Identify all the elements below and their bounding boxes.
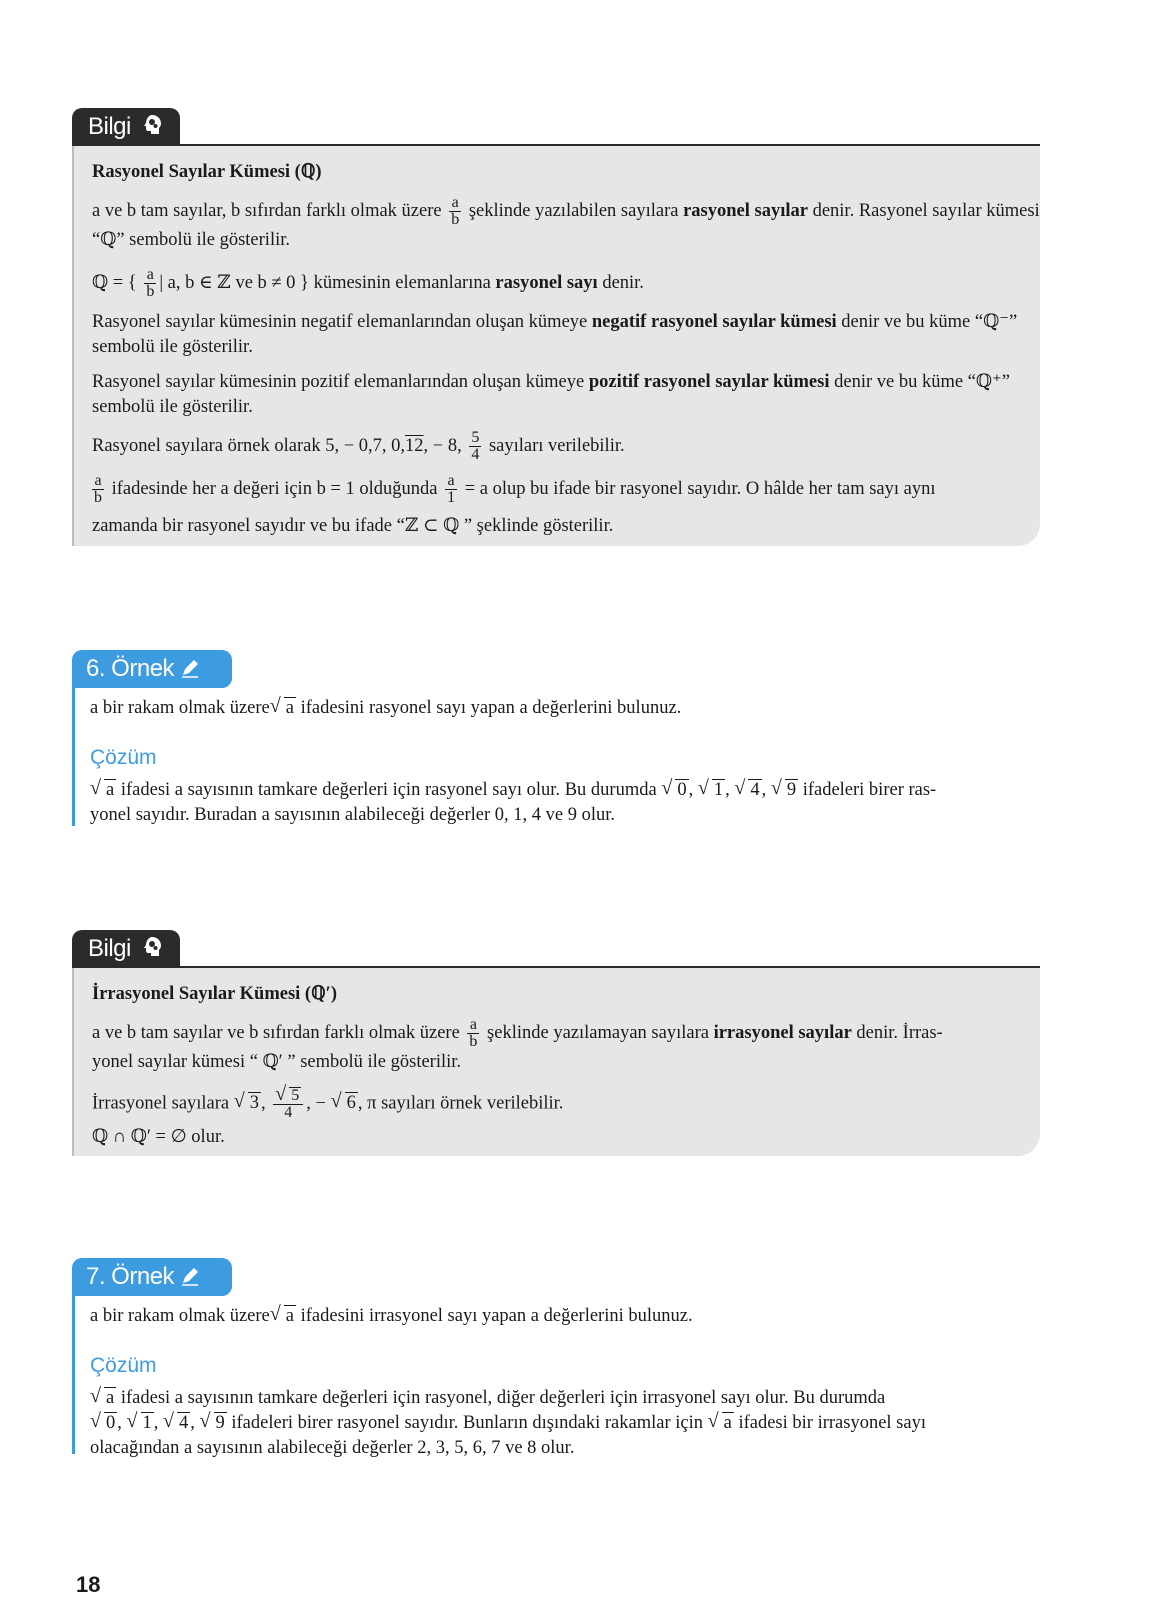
sqrt-9: √ 9 xyxy=(785,779,798,800)
example-rule xyxy=(72,1294,75,1454)
fraction-a-b: $\frac{a}{b}$ xyxy=(469,1016,478,1050)
info-body: İrrasyonel Sayılar Kümesi (ℚ′) a ve b tam sayılar ve b sıfırdan farklı olmak üzere $\frac{a}{b}$ şeklinde yazılamayan sayılara irrasyonel sayılar denir. İrras- yonel sayılar kümesi “ ℚ′ ” sembolü ile gösterilir. İrrasyonel sayılara √ 3 , √ $\frac{5}{4}$ , − √ 6 , π sayıları örnek verilebilir. ℚ ∩ ℚ′ = ∅ olur. xyxy=(72,968,1040,1156)
text: a ve b tam sayılar ve b sıfırdan farklı olmak üzere xyxy=(92,1022,460,1043)
fraction-5-4: $\frac{5}{4}$ xyxy=(471,429,480,463)
text: denir ve bu küme “ℚ⁻” sembolü ile gösterilir. xyxy=(92,312,1018,357)
text: Rasyonel sayılar kümesinin negatif elemanlarından oluşan kümeye xyxy=(92,312,588,332)
sqrt-3: √ 3 xyxy=(248,1092,261,1113)
page-number: 18 xyxy=(76,1572,101,1597)
repeating-decimal: 12 xyxy=(405,435,424,456)
info-body: Rasyonel Sayılar Kümesi (ℚ) a ve b tam sayılar, b sıfırdan farklı olmak üzere $\frac{a}{b}$ şeklinde yazılabilen sayılara rasyonel sayılar denir. Rasyonel sayılar kümesi “ℚ” sembolü ile gösterilir. ℚ = { $\frac{a}{b}$ | a, b ∈ ℤ ve b ≠ 0 } kümesinin elemanlarına rasyonel sayı denir. Rasyonel sayılar kümesinin negatif elemanlarından oluşan kümeye negatif rasyonel sayılar kümesi denir ve bu küme “ℚ⁻” sembolü ile gösterilir. Rasyonel sayılar kümesinin pozitif elemanlarından oluşan kümeye pozitif rasyonel sayılar kümesi denir ve bu küme “ℚ⁺” sembolü ile gösterilir. Rasyonel sayılara örnek olarak 5, − 0,7, 0,12, − 8, $\frac{5}{4}$ sayıları verilebilir. $\frac{a}{b}$ ifadesinde her a değeri için b = 1 olduğunda $\frac{a}{1}$ = a olup bu ifade bir rasyonel sayıdır. O hâlde her tam sayı aynı zamanda bir rasyonel sayıdır ve bu ifade “ℤ ⊂ ℚ ” şeklinde gösterilir. xyxy=(72,146,1040,546)
text: a bir rakam olmak üzere xyxy=(90,1306,270,1326)
sqrt-6: √ 6 xyxy=(345,1092,358,1113)
info-tab: Bilgi xyxy=(72,930,180,968)
text: sayıları örnek verilebilir. xyxy=(381,1093,564,1114)
fraction-a-1: $\frac{a}{1}$ xyxy=(447,472,456,506)
text: şeklinde yazılabilen sayılara xyxy=(468,200,679,221)
example-tab: 6. Örnek xyxy=(72,650,232,688)
head-gears-icon xyxy=(141,936,163,958)
text: denir. Rasyonel sayılar kümesi “ℚ” sembolü ile gösterilir. xyxy=(92,200,1040,250)
fraction-a-b: $\frac{a}{b}$ xyxy=(451,194,460,228)
sqrt-9: √ 9 xyxy=(214,1412,227,1433)
solution-text: √ a ifadesi a sayısının tamkare değerleri için rasyonel, diğer değerleri için irrasyonel sayı olur. Bu durumda √ 0 , √ 1 , √ 4 , √ 9 ifadeleri birer rasyonel sayıdır. Bunların dışındaki rakamlar için √ a ifadesi bir irrasyonel sayı olacağından a sayısının alabileceği değerler 2, 3, 5, 6, 7 ve 8 olur. xyxy=(90,1386,1030,1461)
sqrt-a: √ a xyxy=(284,697,296,718)
pencil-icon xyxy=(180,658,200,678)
text: ifadesi a sayısının tamkare değerleri için rasyonel, diğer değerleri için irrasyonel sayı olur. Bu durumda xyxy=(120,1388,886,1408)
sqrt-4: √ 4 xyxy=(748,779,761,800)
info-title: İrrasyonel Sayılar Kümesi (ℚ′) xyxy=(92,984,338,1004)
text: = a olup bu ifade bir rasyonel sayıdır. O hâlde her tam sayı aynı xyxy=(464,478,936,499)
text: ifadesinde her a değeri için b = 1 olduğunda xyxy=(111,478,438,499)
solution-heading: Çözüm xyxy=(90,746,157,769)
question-text xyxy=(90,1304,1030,1329)
info-tab: Bilgi xyxy=(72,108,180,146)
text: ifadesi a sayısının tamkare değerleri için rasyonel sayı olur. Bu durumda xyxy=(120,780,657,800)
text: , − 8, xyxy=(423,435,462,456)
fraction-sqrt5-4: √ $\frac{5}{4}$ xyxy=(273,1087,303,1121)
sqrt-0: √ 0 xyxy=(104,1412,117,1433)
text: yonel sayıdır. Buradan a sayısının alabileceği değerler 0, 1, 4 ve 9 olur. xyxy=(90,805,616,825)
question-text xyxy=(90,696,1030,721)
text: ifadesi bir irrasyonel sayı xyxy=(738,1413,926,1433)
info-title: Rasyonel Sayılar Kümesi (ℚ) xyxy=(92,162,322,182)
sqrt-0: √ 0 xyxy=(675,779,688,800)
text: olacağından a sayısının alabileceği değerler 2, 3, 5, 6, 7 ve 8 olur. xyxy=(90,1438,575,1458)
text: kümesinin elemanlarına xyxy=(313,272,491,293)
solution-text: √ a ifadesi a sayısının tamkare değerleri için rasyonel sayı olur. Bu durumda √ 0 , √ 1 , √ 4 , √ 9 ifadeleri birer ras- yonel sayıdır. Buradan a sayısının alabileceği değerler 0, 1, 4 ve 9 olur. xyxy=(90,778,1030,828)
text: sayıları verilebilir. xyxy=(488,435,625,456)
text: ℚ = { xyxy=(92,272,137,293)
sqrt-1: √ 1 xyxy=(141,1412,154,1433)
sqrt-a: √ a xyxy=(284,1305,296,1326)
text: denir ve bu küme “ℚ⁺” sembolü ile gösterilir. xyxy=(92,372,1010,417)
text: ifadesini rasyonel sayı yapan a değerlerini bulunuz. xyxy=(300,698,682,718)
text: ifadesini irrasyonel sayı yapan a değerlerini bulunuz. xyxy=(300,1306,693,1326)
sqrt-a: √ a xyxy=(722,1412,734,1433)
bold-text: rasyonel sayı xyxy=(495,272,598,293)
example-tab: 7. Örnek xyxy=(72,1258,232,1296)
bold-text: irrasyonel sayılar xyxy=(713,1022,852,1043)
text: ifadeleri birer ras- xyxy=(802,780,937,800)
head-gears-icon xyxy=(141,114,163,136)
text: denir. İrras- xyxy=(856,1022,943,1043)
text: a, b ∈ ℤ ve b ≠ 0 } xyxy=(167,272,309,293)
text: a ve b tam sayılar, b sıfırdan farklı olmak üzere xyxy=(92,200,442,221)
text: a bir rakam olmak üzere xyxy=(90,698,270,718)
text: Rasyonel sayılara örnek olarak 5, − 0,7, 0, xyxy=(92,435,406,456)
text: Rasyonel sayılar kümesinin pozitif elemanlarından oluşan kümeye xyxy=(92,372,585,392)
text: ℚ ∩ ℚ′ = ∅ olur. xyxy=(92,1127,225,1147)
text: denir. xyxy=(602,272,644,293)
bold-text: rasyonel sayılar xyxy=(683,200,808,221)
fraction-a-b: $\frac{a}{b}$ xyxy=(146,266,155,300)
sqrt-a: √ a xyxy=(104,779,116,800)
example-rule xyxy=(72,686,75,826)
text: İrrasyonel sayılara xyxy=(92,1093,230,1114)
fraction-a-b: $\frac{a}{b}$ xyxy=(94,472,102,506)
text: yonel sayılar kümesi “ ℚ′ ” sembolü ile gösterilir. xyxy=(92,1052,462,1072)
text: şeklinde yazılamayan sayılara xyxy=(487,1022,709,1043)
text: ifadeleri birer rasyonel sayıdır. Bunların dışındaki rakamlar için xyxy=(231,1413,703,1433)
sqrt-a: √ a xyxy=(104,1387,116,1408)
pencil-icon xyxy=(180,1266,200,1286)
solution-heading: Çözüm xyxy=(90,1354,157,1377)
bold-text: pozitif rasyonel sayılar kümesi xyxy=(588,372,830,392)
text: zamanda bir rasyonel sayıdır ve bu ifade “ℤ ⊂ ℚ ” şeklinde gösterilir. xyxy=(92,516,614,536)
bold-text: negatif rasyonel sayılar kümesi xyxy=(591,312,837,332)
sqrt-4: √ 4 xyxy=(177,1412,190,1433)
sqrt-1: √ 1 xyxy=(712,779,725,800)
